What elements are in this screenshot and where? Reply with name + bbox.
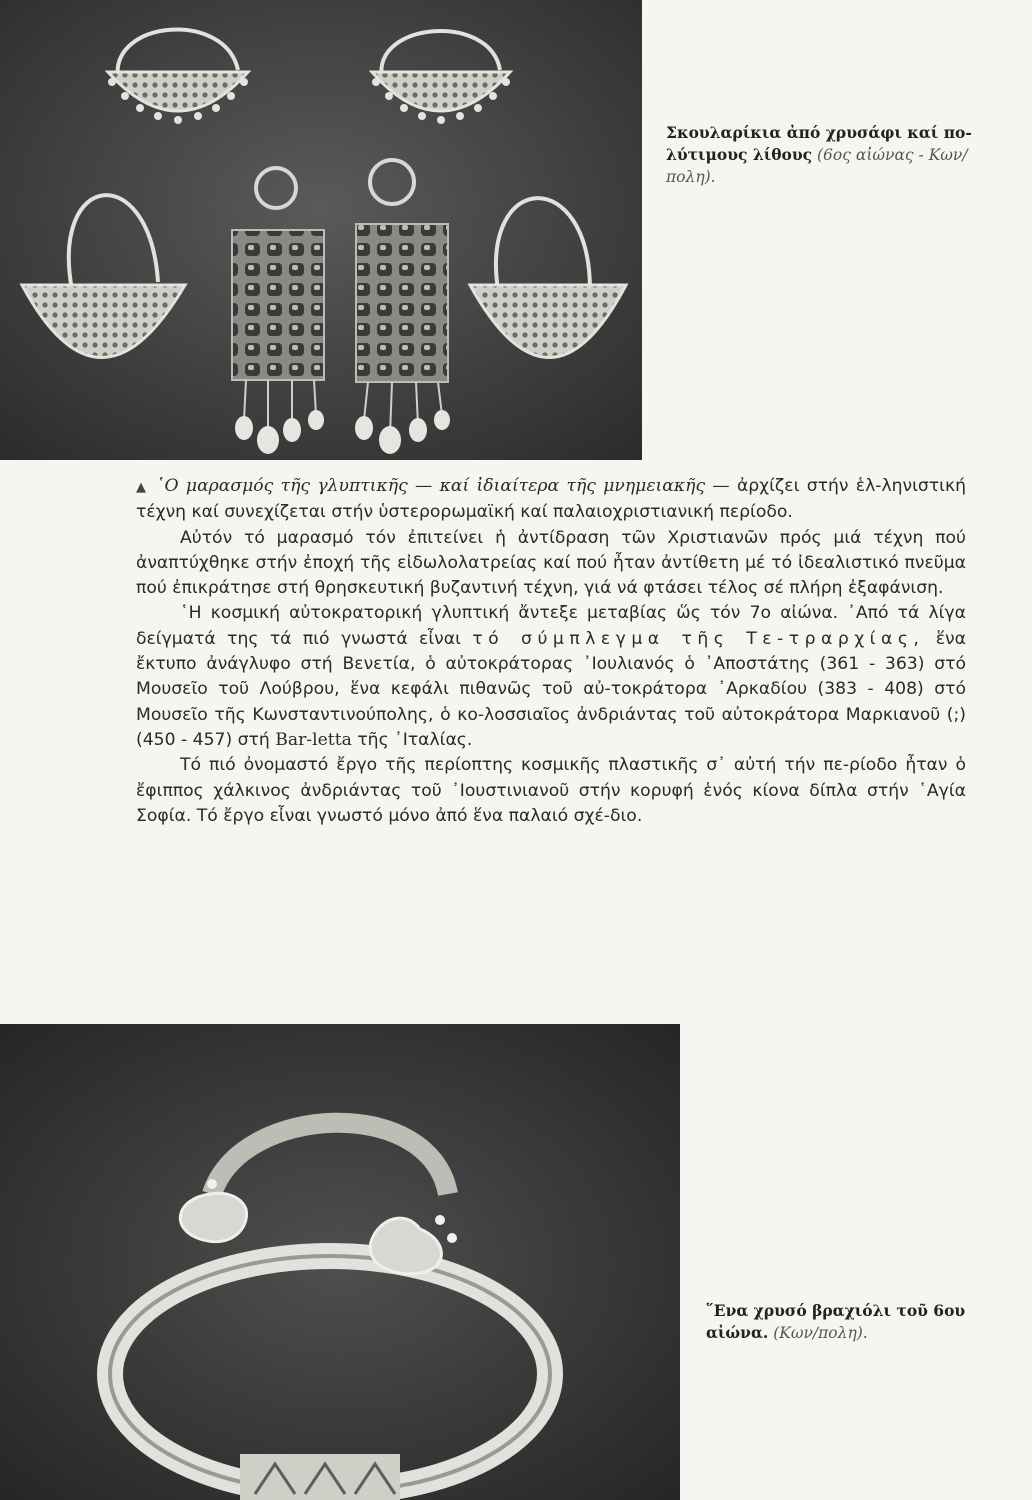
earrings-caption-title: Σκουλαρίκια ἀπό χρυσάφι καί πο-λύτιμους λίθους [666, 123, 972, 164]
paragraph-1-italic: ῾Ο μαρασμός τῆς γλυπτικῆς — καί ἰδιαίτερα τῆς μνημειακῆς — [155, 476, 730, 496]
bracelet-caption [706, 1300, 996, 1344]
paragraph-2: Αὐτόν τό μαρασμό τόν ἐπιτείνει ἡ ἀντίδραση τῶν Χριστιανῶν πρός μιά τέχνη πού ἀναπτύχθηκε στήν ἐποχή τῆς εἰδωλολατρείας καί πού ἦταν ἀντίθετη μέ τό ἰδεαλιστικό πνεῦμα πού ἐπικράτησε στή θρησκευτική βυζαντινή τέχνη, γιά νά φτάσει τέλος σέ πλήρη ἐξαφάνιση. [136, 527, 966, 599]
bracelet-caption-title: ῞Ενα χρυσό βραχιόλι τοῦ 6ου αἰώνα. [706, 1301, 966, 1342]
paragraph-1-text: ἀρχίζει στήν ἑλ-ληνιστική τέχνη καί συνεχίζεται στήν ὑστερορωμαϊκή καί παλαιοχριστιανική περίοδο. [136, 476, 967, 523]
earrings-caption [666, 122, 976, 188]
bracelet-caption-meta: (Κων/πολη). [773, 1324, 868, 1342]
paragraph-4: Τό πιό ὀνομαστό ἔργο τῆς περίοπτης κοσμικῆς πλαστικῆς σ᾽ αὐτή τήν πε-ρίοδο ἦταν ὁ ἔφιππος χάλκινος ἀνδριάντας τοῦ ᾿Ιουστινιανοῦ στήν κορυφή ἑνός κίονα δίπλα στήν ῾Αγία Σοφία. Τό ἔργο εἶναι γνωστό μόνο ἀπό ἕνα παλαιό σχέ-διο. [136, 755, 966, 826]
earrings-caption-meta: (6ος αἰώνας - Κων/πολη). [666, 146, 968, 186]
paragraph-3-text-b: ἕνα ἔκτυπο ἀνάγλυφο στή Βενετία, ὁ αὐτοκράτορας ᾿Ιουλιανός ὁ ᾿Αποστάτης (361 - 363) στό Μουσεῖο τοῦ Λούβρου, ἕνα κεφάλι πιθανῶς τοῦ αὐ-τοκράτορα ᾿Αρκαδίου (383 - 408) στό Μουσεῖο τῆς Κωνσταντινούπολης, ὁ κο-λοσσιαῖος ἀνδριάντας τοῦ αὐτοκράτορα Μαρκιανοῦ (;) (450 - 457) στή [136, 628, 966, 750]
paragraph-3-spaced: τό σύμπλεγμα τῆς Τε-τραρχίας, [472, 628, 925, 649]
article-body [136, 474, 966, 829]
paragraph-3-text-c: τῆς ᾿Ιταλίας. [351, 729, 473, 750]
earrings-photo [0, 0, 642, 460]
bracelet-photo [0, 1024, 680, 1500]
paragraph-1 [136, 474, 966, 526]
paragraph-3-latin: Bar-letta [275, 729, 352, 750]
paragraph-3-text-a: ῾Η κοσμική αὐτοκρατορική γλυπτική ἄντεξε μεταβίας ὥς τόν 7ο αἰώνα. ᾿Από τά λίγα δείγματά της τά πιό γνωστά εἶναι [136, 603, 966, 649]
paragraph-3 [136, 601, 966, 753]
triangle-marker-icon: ▲ [136, 480, 148, 495]
